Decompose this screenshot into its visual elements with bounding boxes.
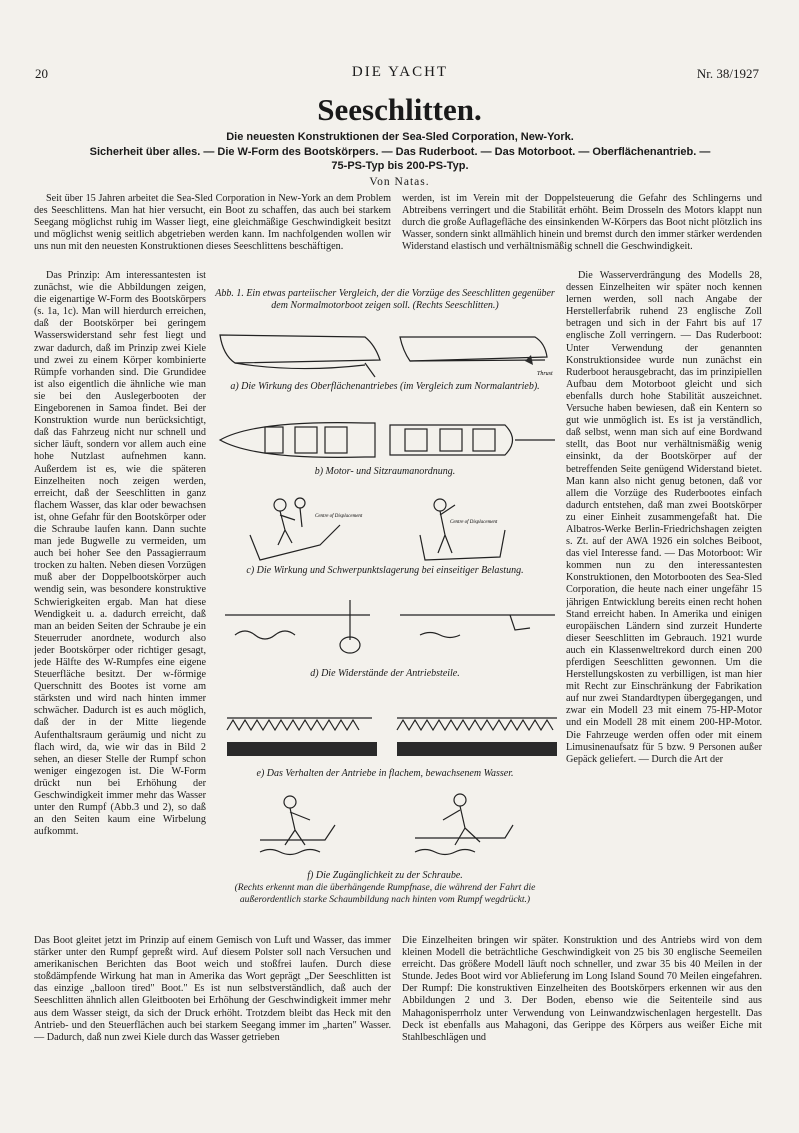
cod-label-left: Centre of Displacement [315,514,363,519]
figure-caption: Abb. 1. Ein etwas parteiischer Vergleich, der die Vorzüge des Seeschlitten gegenüber dem Normalmotorboot zeigen soll. (Rechts Seeschlitten.) [215,288,555,311]
article-title: Seeschlitten. [317,92,482,127]
paragraph: Das Boot gleitet jetzt im Prinzip auf einem Gemisch von Luft und Wasser, das immer stärker unter den Rumpf gepreßt wird. Auf diesem Polster soll nach Versuchen und amerikanischen Berichten das Boot weich und stoßfrei laufen. Durch diese stoßdämpfende Wirkung hat man in Amerika das Wort geprägt „Der Seeschlitten ist das einzige „balloon tired" Boot." Es ist nun selbstverständlich, daß auch der Seeschlitten ähnlich allen Gleitbooten bei Erhöhung der Geschwindigkeit immer mehr aus dem Wasser steigt, da sich der Druck erhöht. Trotzdem bleibt das Heck mit den Antrieb- und den Steuerflächen auch bei starkem Seegang immer im „harten" Wasser. — Dadurch, daß nun zwei Kiele durch das Wasser getrieben [34,935,391,1043]
thrust-label: Thrust [537,371,553,377]
figure-f-drawing [255,790,535,865]
paragraph: Die Einzelheiten bringen wir später. Konstruktion und des Antriebs wird von dem kleinen Modell die beträchtliche Geschwindigkeit von 25 bis 30 englische Seemeilen erreicht. Das größere Modell läuft noch schneller, und zwar 35 bis 40 Meilen in der Stunde. Jedes Boot wird vor Ablieferung im Long Island Sound 70 Meilen eingefahren. Der Rumpf: Die konstruktiven Einzelheiten des Bootskörpers erkennen wir aus den Abbildungen 2 und 3. Der Boden, ebenso wie die Seitenteile sind aus Mahagonisperrholz unter Verwendung von Leinwandzwischenlagen hergestellt. Das Deck ist ebenfalls aus Mahagoni, das Gerippe des Körpers aus weißer Eiche mit Stahlbeschlägen und [402,935,762,1043]
paragraph: werden, ist im Verein mit der Doppelsteuerung die Gefahr des Schlingerns und Abtreibens verringert und die Stabilität erhöht. Beim Drosseln des Motors klappt nun durch die große Auflagefläche des einsinkenden W-Körpers das Boot nicht plötzlich ins Wasser, sondern sinkt allmählich hinein und bremst durch den immer stärker werdenden Widerstand elastisch und verhältnismäßig schnell die Geschwindigkeit. [402,193,762,253]
figure-e-drawing [222,700,562,762]
text-right-column [566,270,762,934]
text-left-column [34,270,206,934]
cod-label-right: Centre of Displacement [450,520,498,525]
article-subtitle-3: 75-PS-Typ bis 200-PS-Typ. [331,160,469,172]
text-right-top [402,193,762,269]
paragraph: Das Prinzip: Am interessantesten ist zunächst, wie die Abbildungen zeigen, die eigenartige W-Form des Bootskörpers (s. 1a, 1c). Man will hierdurch erreichen, daß der Bootskörper bei geringem Wasserswiderstand sehr fest liegt und zwar dadurch, daß im Prinzip zwei Kiele und zwei zu einem Körper kombinierte Rümpfe vorhanden sind. Die Grundidee ist also eigentlich die ähnliche wie man sie bei den Auslegerbooten der Eingeborenen in Samoa findet. Bei der Konstruktion wurde nun berücksichtigt, daß das Fahrzeug nicht nur schnell und sicher läuft, sondern vor allem auch eine hohe Nutzlast aufnehmen kann. Außerdem ist es, wie die späteren Einzelheiten noch zeigen werden, erreicht, daß der Seeschlitten in ganz flachem Wasser, das klar oder bewachsen ist, ohne Gefahr für den Bootskörper oder die Schraube laufen kann. Dann suchte man jede Bugwelle zu vermeiden, um auch bei hoher See den Passagierraum trocken zu halten. Neben diesen Vorzügen muß aber der Doppelbootskörper auch wendig sein, was besondere konstruktive Schwierigkeiten ergab. Man hat diese Wendigkeit u. a. dadurch erreicht, daß man an beiden Seiten der Schraube je ein Steuerruder anordnete, wodurch also jeder Bootskörper oder richtiger gesagt, jede Hälfte des W-Rumpfes eine eigene Steuerfläche besitzt. Der w-förmige Querschnitt des Bootes ist vorne am stärksten und wird nach hinten immer schwächer. Dadurch ist es auch möglich, daß der in der Mitte liegende Aufenthaltsraum geräumig und nicht zu flach wird, da, wie wir das in Bild 2 sehen, an dieser Stelle der Rumpf schon weniger eingezogen ist. Die W-Form drückt nun bei Erhöhung der Geschwindigkeit immer mehr das Wasser unter den Rumpf (Abb.3 und 2), so daß an den Seiten kaum eine Wirbelung aufkommt. [34,270,206,838]
figure-d-drawing [220,595,560,665]
figure-c-caption: c) Die Wirkung und Schwerpunktslagerung bei einseitiger Belastung. [246,565,524,576]
article-byline: Von Natas. [369,176,430,188]
article-subtitle-1: Die neuesten Konstruktionen der Sea-Sled Corporation, New-York. [226,131,574,143]
figure-b-drawing [215,415,560,465]
article-subtitle-2: Sicherheit über alles. — Die W-Form des Bootskörpers. — Das Ruderboot. — Das Motorboot. — Oberflächenantrieb. — [89,146,711,158]
figure-f-note: (Rechts erkennt man die überhängende Rumpfnase, die während der Fahrt die außerordentlich starke Schaumbildung nach hinten vom Rumpf wegdrückt.) [234,882,536,905]
figure-f-caption: f) Die Zugänglichkeit zu der Schraube. [307,870,463,881]
paragraph: Seit über 15 Jahren arbeitet die Sea-Sled Corporation in New-York an dem Problem des Seeschlittens. Man hat hier versucht, ein Boot zu schaffen, das auch bei starkem Seegang möglichst ruhig im Wasser liegt, eine gleichmäßige Geschwindigkeit besitzt und möglichst wenig seitlich abgetrieben werden kann. Im nachfolgenden wollen wir uns nun mit den neuesten Konstruktionen dieses Seeschlittens beschäftigen. [34,193,391,253]
journal-title: DIE YACHT [351,64,449,80]
text-left-top [34,193,391,281]
figure-b-caption: b) Motor- und Sitzraumanordnung. [314,466,456,477]
figure-e-caption: e) Das Verhalten der Antriebe in flachem, bewachsenem Wasser. [256,768,514,779]
figure-a-drawing [215,325,560,380]
page-number: 20 [35,66,48,81]
figure-d-caption: d) Die Widerstände der Antriebsteile. [310,668,460,679]
figure-a-caption: a) Die Wirkung des Oberflächenantriebes (im Vergleich zum Normalantrieb). [230,381,540,392]
text-left-bottom [34,935,391,1095]
issue-number: Nr. 38/1927 [696,66,759,81]
text-right-bottom [402,935,762,1095]
figure-c-drawing [240,485,550,565]
paragraph: Die Wasserverdrängung des Modells 28, dessen Einzelheiten wir später noch kennen lernen werden, soll nach Angabe der Herstellerfabrik ruhend 23 englische Zoll betragen und sich in der Fahrt bis auf 17 englische Zoll verringern. — Das Ruderboot: Unter Verwendung der genannten Konstruktionsidee wurde nun zunächst ein Ruderboot herausgebracht, das im prinzipiellen Aufbau dem Motorboot gleicht und sich ebenfalls durch hohe Stabilität auszeichnet. Versuche haben bewiesen, daß ein Kentern so gut wie unmöglich ist. Es ist ja verständlich, daß selbst, wenn man sich auf eine Bordwand stellt, das Boot nur verhältnismäßig wenig einsinkt, da der Bootskörper auf der betreffenden Seite genügend Widerstand bietet. Man kann also nicht genug betonen, daß vor allem die Vorzüge des Ruderbootes einfach dadurch entstehen, daß man zwei Bootskörper zu einer Einheit zusammengefaßt hat. Die Albatros-Werke Berlin-Friedrichshagen zeigten s. Zt. auf der AWA 1926 ein solches Beiboot, das viel Interesse fand. — Das Motorboot: Wir kommen nun zu den interessantesten Konstruktionen, den Motorbooten des Sea-Sled Corporation, die heute nach einer ungefähr 15 jährigen Entwicklung bereits einen recht hohen Stand erreicht haben. In Amerika und einigen europäischen Ländern sind zurzeit Hunderte dieser Seeschlitten im Gebrauch. 1921 wurde auch ein Klassenweltrekord durch einen 200 pferdigen Seeschlitten gewonnen. Um die Herstellungskosten zu verbilligen, ist man hier mit Recht zur Einschränkung der Fabrikation auf nur zwei Standardtypen übergegangen, und zwar ein Modell 23 mit einem 75-HP-Motor und ein Modell 28 mit einem 200-HP-Motor. Die Fahrzeuge werden offen oder mit einem Limusinenaufsatz für 5 bzw. 9 Personen außer Gepäck geliefert. — Durch die Art der [566,270,762,765]
